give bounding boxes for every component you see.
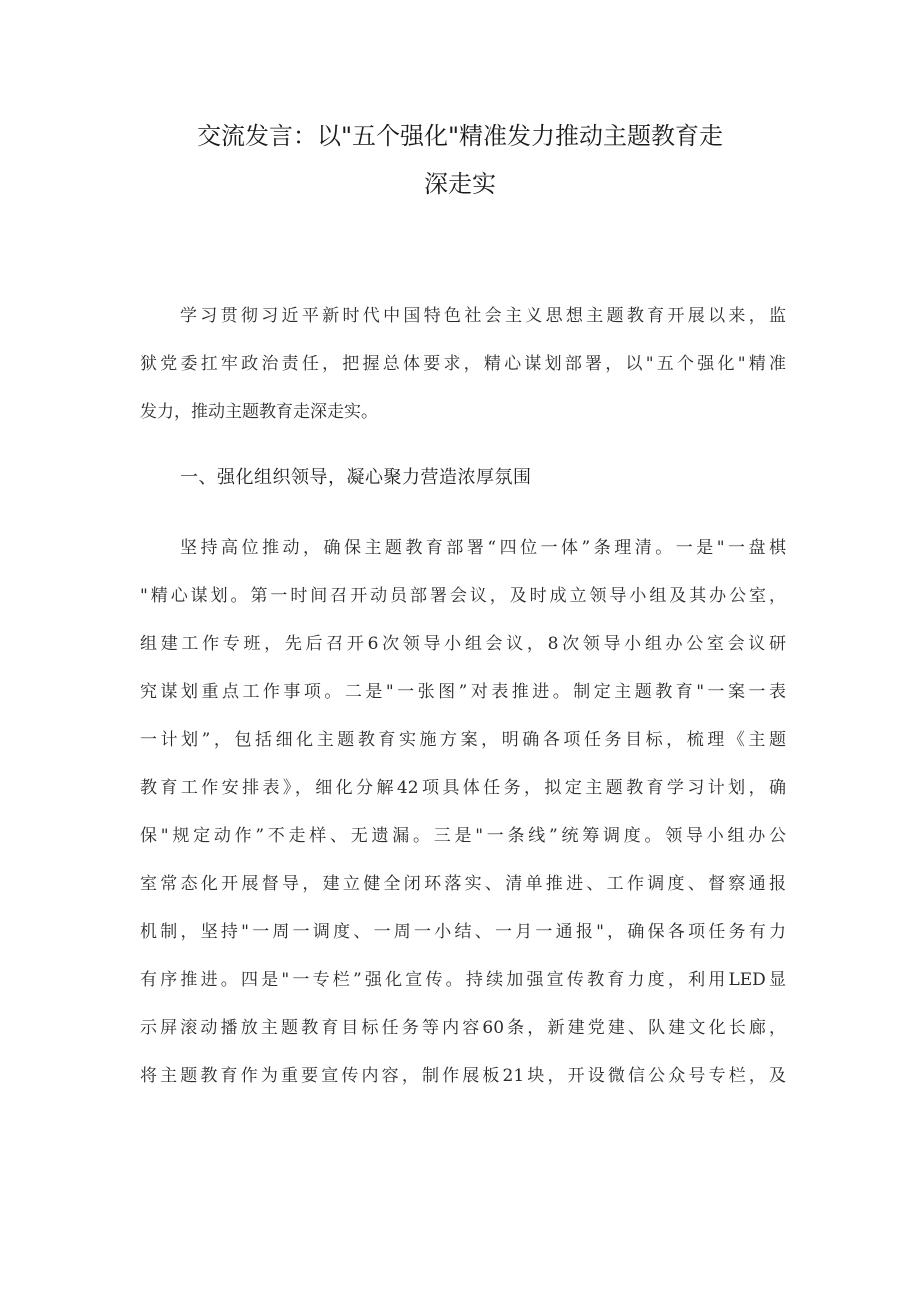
section-1-line-6: 教育工作安排表》，细化分解42项具体任务，拟定主题教育学习计划，确 <box>140 778 786 798</box>
section-1-line-9: 机制，坚持"一周一调度、一周一小结、一月一通报"，确保各项任务有力 <box>140 922 786 942</box>
section-1-line-12: 将主题教育作为重要宣传内容，制作展板21块，开设微信公众号专栏，及 <box>140 1066 786 1086</box>
section-1-line-8: 室常态化开展督导，建立健全闭环落实、清单推进、工作调度、督察通报 <box>140 874 786 894</box>
section-1-line-11: 示屏滚动播放主题教育目标任务等内容60条，新建党建、队建文化长廊， <box>140 1018 786 1038</box>
section-1-line-4: 究谋划重点工作事项。二是"一张图”对表推进。制定主题教育"一案一表 <box>140 682 786 702</box>
intro-line-3: 发力，推动主题教育走深走实。 <box>140 402 378 422</box>
section-1-line-3: 组建工作专班，先后召开6次领导小组会议，8次领导小组办公室会议研 <box>140 634 786 654</box>
section-1-paragraph <box>140 524 786 1100</box>
section-1-line-7: 保"规定动作”不走样、无遗漏。三是"一条线”统筹调度。领导小组办公 <box>140 826 786 846</box>
intro-line-2: 狱党委扛牢政治责任，把握总体要求，精心谋划部署，以"五个强化"精准 <box>140 354 786 374</box>
title-line-1: 交流发言：以"五个强化"精准发力推动主题教育走 <box>196 122 724 150</box>
section-1-line-1: 坚持高位推动，确保主题教育部署“四位一体”条理清。一是"一盘棋 <box>180 538 786 558</box>
intro-line-1: 学习贯彻习近平新时代中国特色社会主义思想主题教育开展以来，监 <box>180 306 786 326</box>
intro-paragraph <box>140 292 786 436</box>
section-1-line-10: 有序推进。四是"一专栏”强化宣传。持续加强宣传教育力度，利用LED显 <box>140 970 786 990</box>
title-line-2: 深走实 <box>424 170 496 198</box>
document-title <box>0 112 920 208</box>
section-1-line-2: "精心谋划。第一时间召开动员部署会议，及时成立领导小组及其办公室， <box>140 586 786 606</box>
section-1-heading: 一、强化组织领导，凝心聚力营造浓厚氛围 <box>180 467 532 488</box>
section-1-line-5: 一计划”，包括细化主题教育实施方案，明确各项任务目标，梳理《主题 <box>140 730 786 750</box>
